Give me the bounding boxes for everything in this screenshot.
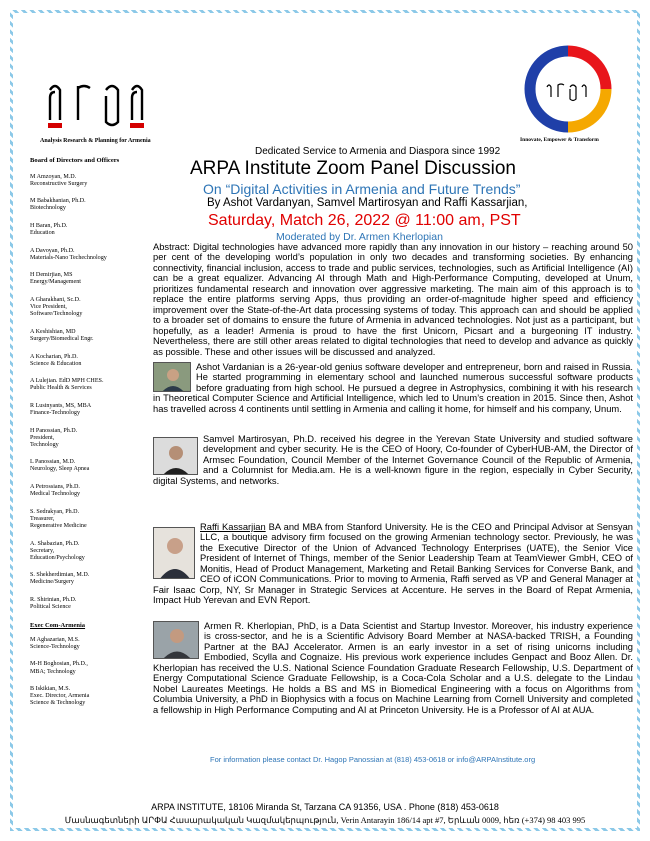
right-logo-tagline: Innovate, Empower & Transform — [520, 137, 599, 143]
bio-samvel — [153, 434, 633, 486]
board-member: L Panossian, M.D. Neurology, Sleep Apnea — [30, 459, 90, 473]
dedicated-line: Dedicated Service to Armenia and Diaspora since 1992 — [255, 146, 501, 157]
bio-text: BA and MBA from Stanford University. He is the CEO and Principal Advisor at Sensyan LLC, a boutique advisory firm focused on the growing Armenian technology sector. Previously, he was the Executive Director of the Union of Advanced Technology Enterprises (UATE), the Senior Vice President of Internet of Things, member of the Senior Leadership Team at TeamViewer GmbH, CEO of Monitis, Head of Product Management, Marketing and Retail Banking Services for Converse Bank, and CEO of iCON Communications. Prior to moving to Armenia, Raffi served as VP and General Manager at Fair Isaac Corp, NY, Sr Manager in Strategic Services at Accenture. He serves in the Board of Repat Armenia, Impact Hub Yerevan and EVN Report. — [153, 522, 633, 606]
arpa-wordmark-icon — [40, 60, 150, 135]
board-member: A Keshishian, MD Surgery/Biomedical Engr. — [30, 328, 94, 342]
contact-line[interactable]: For information please contact Dr. Hagop Panossian at (818) 453-0618 or info@ARPAInstitute.org — [210, 755, 536, 764]
footer-address-us: ARPA INSTITUTE, 18106 Miranda St, Tarzana CA 91356, USA . Phone (818) 453-0618 — [151, 802, 499, 812]
board-member: A Davoyan, Ph.D. Materials-Nano Techechnology — [30, 247, 107, 261]
arpa-circle-logo-icon — [520, 45, 616, 135]
board-member: M Amzoyan, M.D. Reconstructive Surgery — [30, 173, 88, 187]
board-title: Board of Directors and Officers — [30, 157, 120, 164]
exec-member: M-H Boghosian, Ph.D., MBA; Technology — [30, 661, 88, 675]
speaker-photo — [153, 437, 198, 475]
board-member: A Lulejian. EdD MPH CHES. Public Health & Services — [30, 378, 104, 392]
board-member: A. Shabazian, Ph.D. Secretary, Education/Psychology — [30, 540, 85, 561]
board-sidebar — [30, 155, 138, 718]
bio-text: Armen R. Kherlopian, PhD, is a Data Scientist and Startup Investor. Moreover, his industry experience is cross-sector, and he is a Scientific Advisory Board Member at NASA-backed TRISH, a Founding Partner at the BAJ Accelerator. Armen is an early investor in a set of rising unicorns including Embodied, Scylla and Cognaize. His previous work experience includes Genpact and Booz Allen. Dr. Kherlopian has received the U.S. National Science Foundation Graduate Research Fellowship, U.S. Department of Energy Computational Science Graduate Fellowship, is a Coca-Cola Scholar and a U.S. delegate to the Lindau Nobel Laureates Meetings. He holds a BS and MS in Biomedical Engineering with a focus on Algorithms from Columbia University, a PhD in Biophysics with a focus on Machine Learning from Cornell University and completed a fellowship in High Performance Computing and AI at Princeton University. He is a Professor of AI at AUA. — [153, 621, 633, 715]
board-member: A Petrossians, Ph.D. Medical Technology — [30, 484, 81, 498]
speakers-line: By Ashot Vardanyan, Samvel Martirosyan and Raffi Kassarjian, — [207, 197, 528, 209]
raffi-name-link[interactable]: Raffi Kassarjian — [200, 522, 266, 532]
page-title: ARPA Institute Zoom Panel Discussion — [190, 158, 516, 179]
board-member: H Panossian, Ph.D. President, Technology — [30, 427, 78, 448]
board-member: M Babakhanian, Ph.D. Biotechnology — [30, 198, 86, 212]
speaker-photo — [153, 362, 191, 392]
board-member: S. Shekherdimian, M.D. Medicine/Surgery — [30, 572, 90, 586]
arpa-logo-left — [40, 60, 210, 150]
moderator-line: Moderated by Dr. Armen Kherlopian — [276, 231, 443, 243]
bio-armen — [153, 621, 633, 715]
board-member: R. Shirinian, Ph.D. Political Science — [30, 596, 77, 611]
board-member: R Lusinyants, MS, MBA Finance-Technology — [30, 402, 92, 416]
bio-text: Ashot Vardanian is a 26-year-old genius software developer and entrepreneur, born and raised in Russia. He started programming in elementary school and launched numerous successful software products before graduating from high school. He pursued a degree in Astrophysics, combining it with his research in Theoretical Computer Science and Artificial Intelligence, which led to Unum’s creation in 2015. Since then, Ashot has travelled across 4 continents until settling in Armenia and calling it home, for himself and his company, Unum. — [153, 362, 633, 414]
bio-raffi — [153, 522, 633, 606]
board-member: H Demirjian, MS Energy/Management — [30, 272, 81, 286]
event-subtitle: On “Digital Activities in Armenia and Future Trends” — [203, 181, 521, 197]
bio-ashot — [153, 362, 633, 414]
footer-address-armenia: Մասնագետների ԱՐՓԱ Հասարակական Կազմակերպություն, Verin Antarayin 186/14 apt #7, Երևան 0009, հեռ (+374) 98 403 995 — [64, 815, 586, 825]
exec-member: B Iskikian, M.S. Exec. Director, Armenia Science & Technology — [30, 686, 90, 707]
exec-committee-title: Exec Com-Armenia — [30, 621, 86, 629]
board-member: H Baran, Ph.D. Education — [30, 222, 68, 237]
exec-member: M Aghazarian, M.S. Science-Technology — [30, 636, 80, 650]
speaker-photo — [153, 621, 199, 659]
event-datetime: Saturday, Match 26, 2022 @ 11:00 am, PST — [208, 212, 521, 229]
board-member: S. Sedrakyan, Ph.D. Treasurer, Regenerative Medicine — [30, 508, 87, 529]
left-logo-tagline: Analysis Research & Planning for Armenia — [40, 138, 151, 144]
board-member: A Kocharian, Ph.D. Science & Education — [30, 353, 82, 367]
board-member: A Gharakhani, Sc.D. Vice President, Software/Technology — [30, 297, 83, 318]
bio-text: Samvel Martirosyan, Ph.D. received his degree in the Yerevan State University and studied software development and cyber security. He is the CEO of Hoory, Co-founder of CyberHUB-AM, the Director of Armsec Foundation, Council Member of the Internet Governance Council of the Republic of Armenia, and a Columnist for Media.am. He is a well-known figure in the region, especially in Cyber Security, digital Systems, and networks. — [153, 434, 633, 486]
abstract-paragraph: Abstract: Digital technologies have advanced more rapidly than any innovation in our history – reaching around 50 per cent of the developing world’s population in only two decades and transforming societies. By enhancing connectivity, financial inclusion, access to trade and public services, technologies, such as Artificial Intelligence (AI) can be a great equalizer. Advancing AI through Math and High-Performance Computing, developed at Unum, prioritizes fundamental research and innovation over aggressive marketing. The main aim of this approach is to replace the entire platforms serving Apps, thus providing an order-of-magnitude higher speed and efficiency improvement over the State-of-the-Art data processing systems of today. This approach can and should be applied to a broader set of domains to ensure the future of Armenia in advanced technologies. Not just as a participant, but hopefully, as a leader! Armenia is proud to have the first Unicorn, Picsart and a burgeoning IT industry. Nevertheless, there are still other areas related to digital technologies that need to develop and advance as quickly as possible. These and other issues will be discussed and analyzed. — [153, 242, 633, 357]
speaker-photo — [153, 527, 195, 579]
arpa-logo-right — [520, 45, 620, 155]
